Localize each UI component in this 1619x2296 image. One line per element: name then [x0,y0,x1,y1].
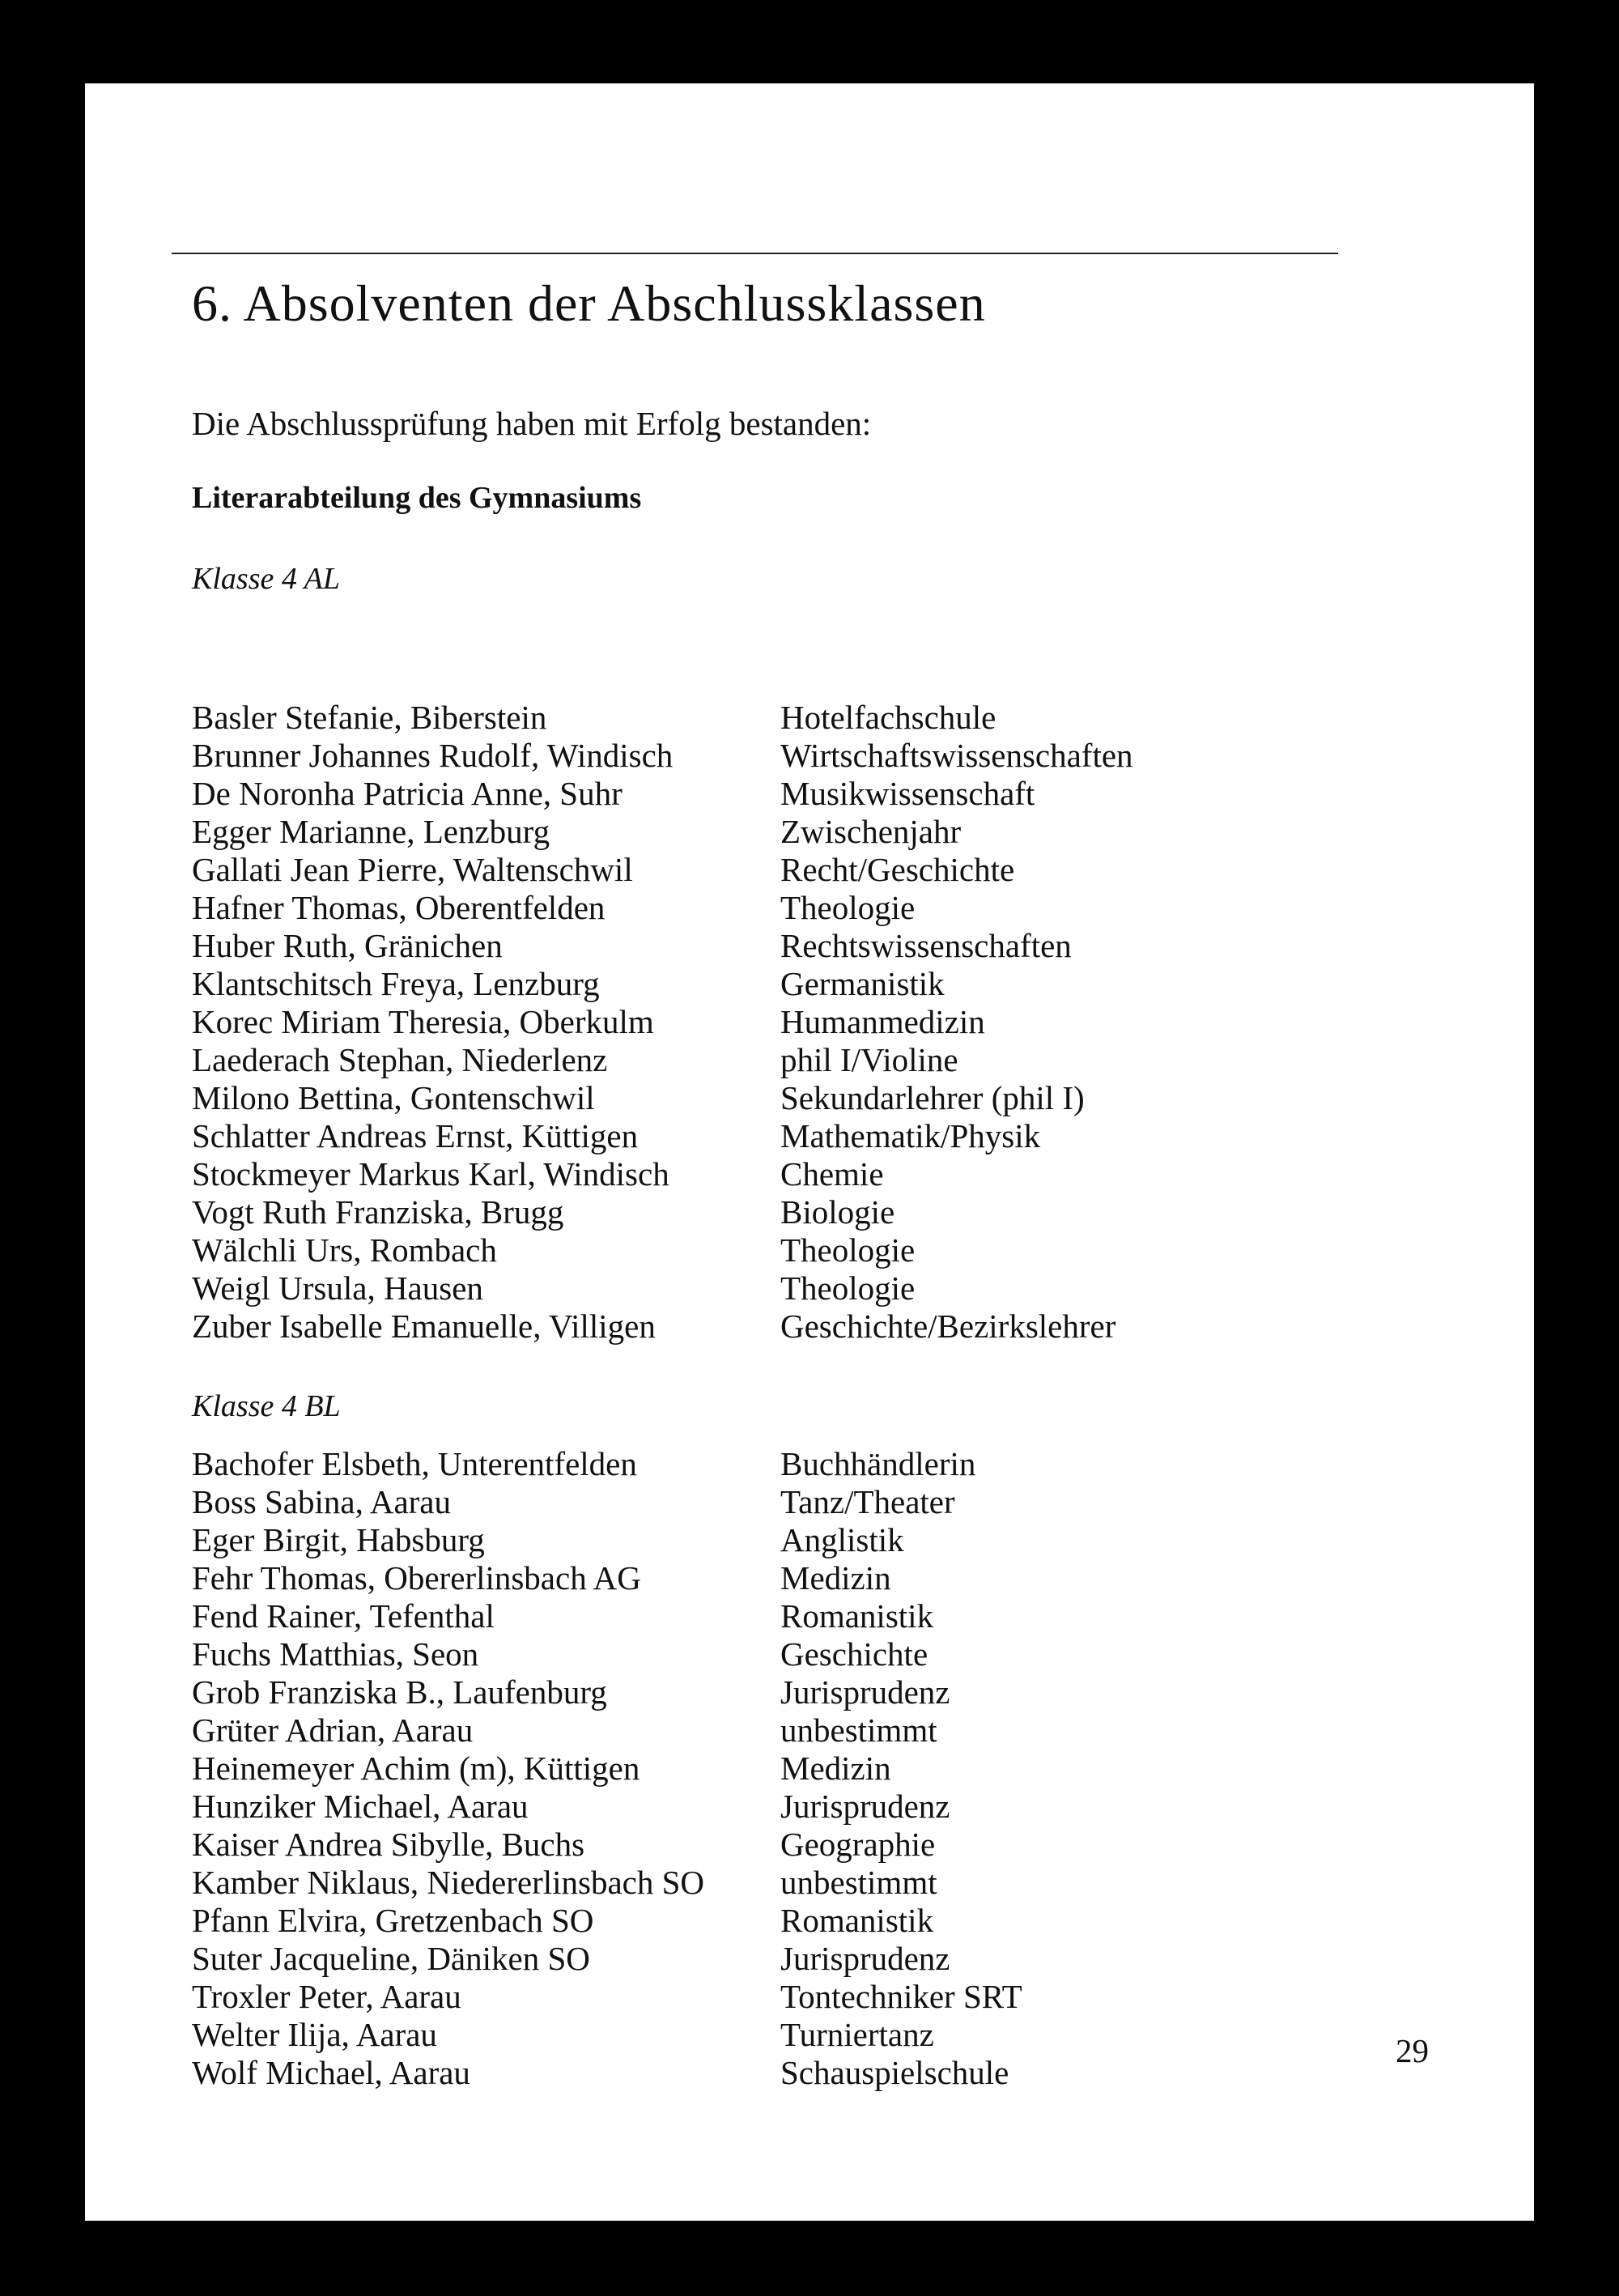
study-field: Biologie [780,1193,895,1231]
study-field: Buchhändlerin [780,1445,976,1482]
student-name: Boss Sabina, Aarau [192,1483,451,1520]
class-label-4al: Klasse 4 AL [192,562,341,596]
student-name: Schlatter Andreas Ernst, Küttigen [192,1117,639,1154]
list-item [192,1003,1325,1041]
student-name: Vogt Ruth Franziska, Brugg [192,1193,564,1231]
student-name: Weigl Ursula, Hausen [192,1269,483,1307]
study-field: Romanistik [780,1902,934,1939]
chapter-heading: 6. Absolventen der Abschlussklassen [192,274,986,332]
study-field: Wirtschaftswissenschaften [780,737,1133,774]
student-name: Laederach Stephan, Niederlenz [192,1041,608,1078]
study-field: Rechtswissenschaften [780,927,1072,964]
student-name: Basler Stefanie, Biberstein [192,699,547,736]
study-field: phil I/Violine [780,1041,958,1078]
study-field: Theologie [780,1231,916,1269]
student-name: Wälchli Urs, Rombach [192,1231,497,1269]
student-name: Fehr Thomas, Obererlinsbach AG [192,1559,641,1597]
list-item [192,1269,1325,1307]
student-name: Welter Ilija, Aarau [192,2016,437,2053]
intro-text: Die Abschlussprüfung haben mit Erfolg bestanden: [192,405,872,442]
list-item [192,1711,1325,1750]
student-name: Gallati Jean Pierre, Waltenschwil [192,851,633,888]
list-item [192,1826,1325,1864]
list-item [192,1193,1325,1231]
list-item [192,927,1325,965]
document-page [85,83,1534,2221]
list-item [192,699,1325,737]
list-item [192,775,1325,813]
study-field: Tanz/Theater [780,1483,955,1520]
student-name: Zuber Isabelle Emanuelle, Villigen [192,1307,656,1345]
list-item [192,965,1325,1003]
student-name: Kaiser Andrea Sibylle, Buchs [192,1826,585,1863]
list-item [192,1117,1325,1155]
study-field: Germanistik [780,965,945,1002]
study-field: Theologie [780,889,916,926]
student-name: Korec Miriam Theresia, Oberkulm [192,1003,654,1040]
study-field: Jurisprudenz [780,1673,950,1711]
study-field: Recht/Geschichte [780,851,1015,888]
student-name: Bachofer Elsbeth, Unterentfelden [192,1445,637,1482]
list-item [192,2054,1325,2092]
study-field: Zwischenjahr [780,813,962,850]
student-name: Egger Marianne, Lenzburg [192,813,550,850]
list-item [192,1902,1325,1940]
study-field: Geschichte/Bezirkslehrer [780,1307,1116,1345]
list-item [192,737,1325,775]
student-name: Hafner Thomas, Oberentfelden [192,889,606,926]
list-item [192,1521,1325,1559]
header-rule [172,253,1338,254]
student-name: Stockmeyer Markus Karl, Windisch [192,1155,669,1193]
student-name: Grüter Adrian, Aarau [192,1711,474,1749]
student-name: Brunner Johannes Rudolf, Windisch [192,737,674,774]
list-item [192,851,1325,889]
list-item [192,1673,1325,1711]
list-item [192,1978,1325,2016]
list-item [192,1445,1325,1483]
study-field: Mathematik/Physik [780,1117,1041,1154]
study-field: Anglistik [780,1521,904,1558]
student-name: De Noronha Patricia Anne, Suhr [192,775,623,812]
study-field: Schauspielschule [780,2054,1009,2091]
student-name: Kamber Niklaus, Niedererlinsbach SO [192,1864,705,1901]
study-field: Jurisprudenz [780,1940,950,1977]
study-field: unbestimmt [780,1711,937,1749]
student-name: Heinemeyer Achim (m), Küttigen [192,1750,640,1787]
student-name: Eger Birgit, Habsburg [192,1521,485,1558]
page-number: 29 [1396,2032,1429,2069]
list-item [192,1079,1325,1117]
study-field: Medizin [780,1559,891,1597]
student-name: Hunziker Michael, Aarau [192,1788,529,1825]
list-item [192,1750,1325,1788]
student-name: Milono Bettina, Gontenschwil [192,1079,595,1116]
study-field: Jurisprudenz [780,1788,950,1825]
list-item [192,1559,1325,1597]
list-item [192,1940,1325,1978]
list-item [192,1635,1325,1673]
class-roster-4al [192,699,1325,1346]
list-item [192,1307,1325,1346]
student-name: Huber Ruth, Gränichen [192,927,503,964]
study-field: Tontechniker SRT [780,1978,1022,2015]
list-item [192,889,1325,927]
list-item [192,1231,1325,1269]
study-field: Geographie [780,1826,936,1863]
study-field: Theologie [780,1269,916,1307]
study-field: Medizin [780,1750,891,1787]
study-field: Turniertanz [780,2016,934,2053]
class-label-4bl: Klasse 4 BL [192,1389,341,1423]
list-item [192,1864,1325,1902]
student-name: Grob Franziska B., Laufenburg [192,1673,607,1711]
student-name: Wolf Michael, Aarau [192,2054,470,2091]
study-field: Sekundarlehrer (phil I) [780,1079,1085,1116]
student-name: Pfann Elvira, Gretzenbach SO [192,1902,594,1939]
study-field: Chemie [780,1155,884,1193]
section-title: Literarabteilung des Gymnasiums [192,481,642,515]
list-item [192,2016,1325,2054]
list-item [192,1788,1325,1826]
student-name: Fend Rainer, Tefenthal [192,1597,495,1635]
student-name: Suter Jacqueline, Däniken SO [192,1940,590,1977]
list-item [192,1597,1325,1635]
study-field: unbestimmt [780,1864,937,1901]
list-item [192,1041,1325,1079]
student-name: Klantschitsch Freya, Lenzburg [192,965,600,1002]
student-name: Fuchs Matthias, Seon [192,1635,479,1673]
class-roster-4bl [192,1445,1325,2092]
study-field: Romanistik [780,1597,934,1635]
study-field: Hotelfachschule [780,699,996,736]
study-field: Humanmedizin [780,1003,985,1040]
list-item [192,813,1325,851]
study-field: Musikwissenschaft [780,775,1035,812]
study-field: Geschichte [780,1635,928,1673]
list-item [192,1483,1325,1521]
list-item [192,1155,1325,1193]
student-name: Troxler Peter, Aarau [192,1978,461,2015]
